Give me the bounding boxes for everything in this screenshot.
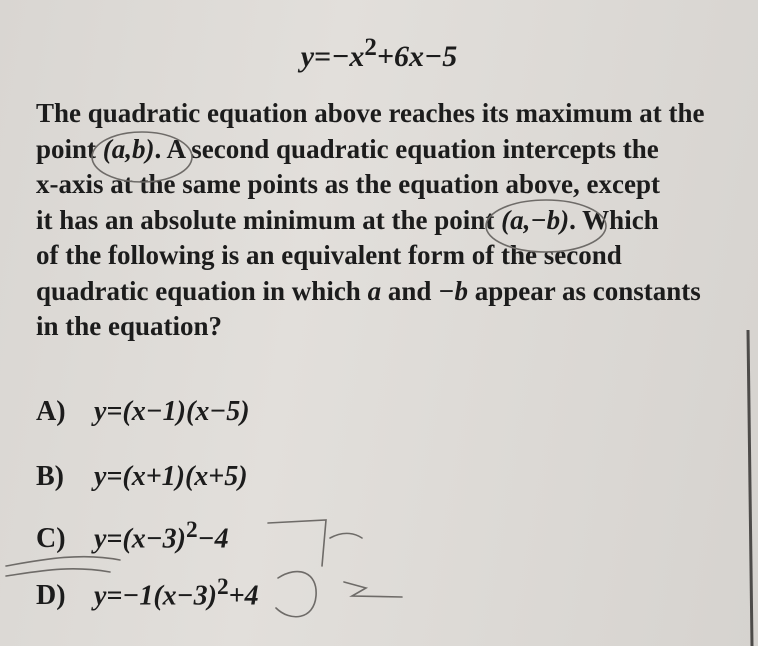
- choice-letter: A): [36, 396, 66, 427]
- choice-tail: −4: [197, 523, 229, 555]
- problem-text-segment: quadratic equation in which: [36, 275, 368, 306]
- page-edge-shadow: [748, 330, 752, 646]
- circle-mark-a-neg-b: [486, 200, 606, 252]
- circle-mark-a-b: [92, 132, 192, 182]
- problem-text-segment: appear as constants: [468, 275, 701, 306]
- choice-letter: B): [36, 461, 64, 492]
- choice-expression: y=(x−3): [94, 523, 186, 555]
- problem-line: in the equation?: [36, 311, 223, 341]
- problem-text-segment: . Which: [569, 204, 659, 235]
- choice-letter: C): [36, 523, 66, 555]
- loop-mark-d: [276, 572, 402, 617]
- choice-expression: y=(x+1)(x+5): [94, 461, 248, 492]
- equation-exponent: 2: [364, 34, 377, 61]
- constant-a: a: [367, 275, 382, 306]
- problem-text-segment: point: [36, 133, 103, 164]
- equation-equals: =: [314, 40, 332, 73]
- problem-line: x-axis at the same points as the equation above, except: [36, 169, 660, 199]
- choice-expression: y=(x−1)(x−5): [94, 396, 250, 427]
- choice-exponent: 2: [216, 574, 229, 600]
- point-a-b: (a,b): [102, 133, 155, 164]
- constant-neg-b: −b: [438, 275, 468, 306]
- choice-exponent: 2: [186, 517, 198, 543]
- choice-expression: y=−1(x−3): [94, 580, 217, 612]
- equation-term1: −x: [331, 40, 365, 73]
- point-a-neg-b: (a,−b): [501, 204, 570, 235]
- problem-text-segment: and: [381, 275, 439, 306]
- problem-text-segment: . A second quadratic equation intercepts the: [154, 133, 659, 164]
- equation-rest: +6x−5: [376, 40, 458, 73]
- choice-letter: D): [36, 580, 66, 612]
- problem-text-segment: it has an absolute minimum at the point: [36, 204, 502, 235]
- problem-line: of the following is an equivalent form of the second: [36, 240, 622, 270]
- problem-line: The quadratic equation above reaches its maximum at the: [36, 98, 705, 128]
- equation-lhs: y: [300, 40, 315, 73]
- bracket-mark-c: [268, 520, 362, 566]
- scribble-mark: [6, 557, 120, 576]
- choice-tail: +4: [228, 580, 259, 612]
